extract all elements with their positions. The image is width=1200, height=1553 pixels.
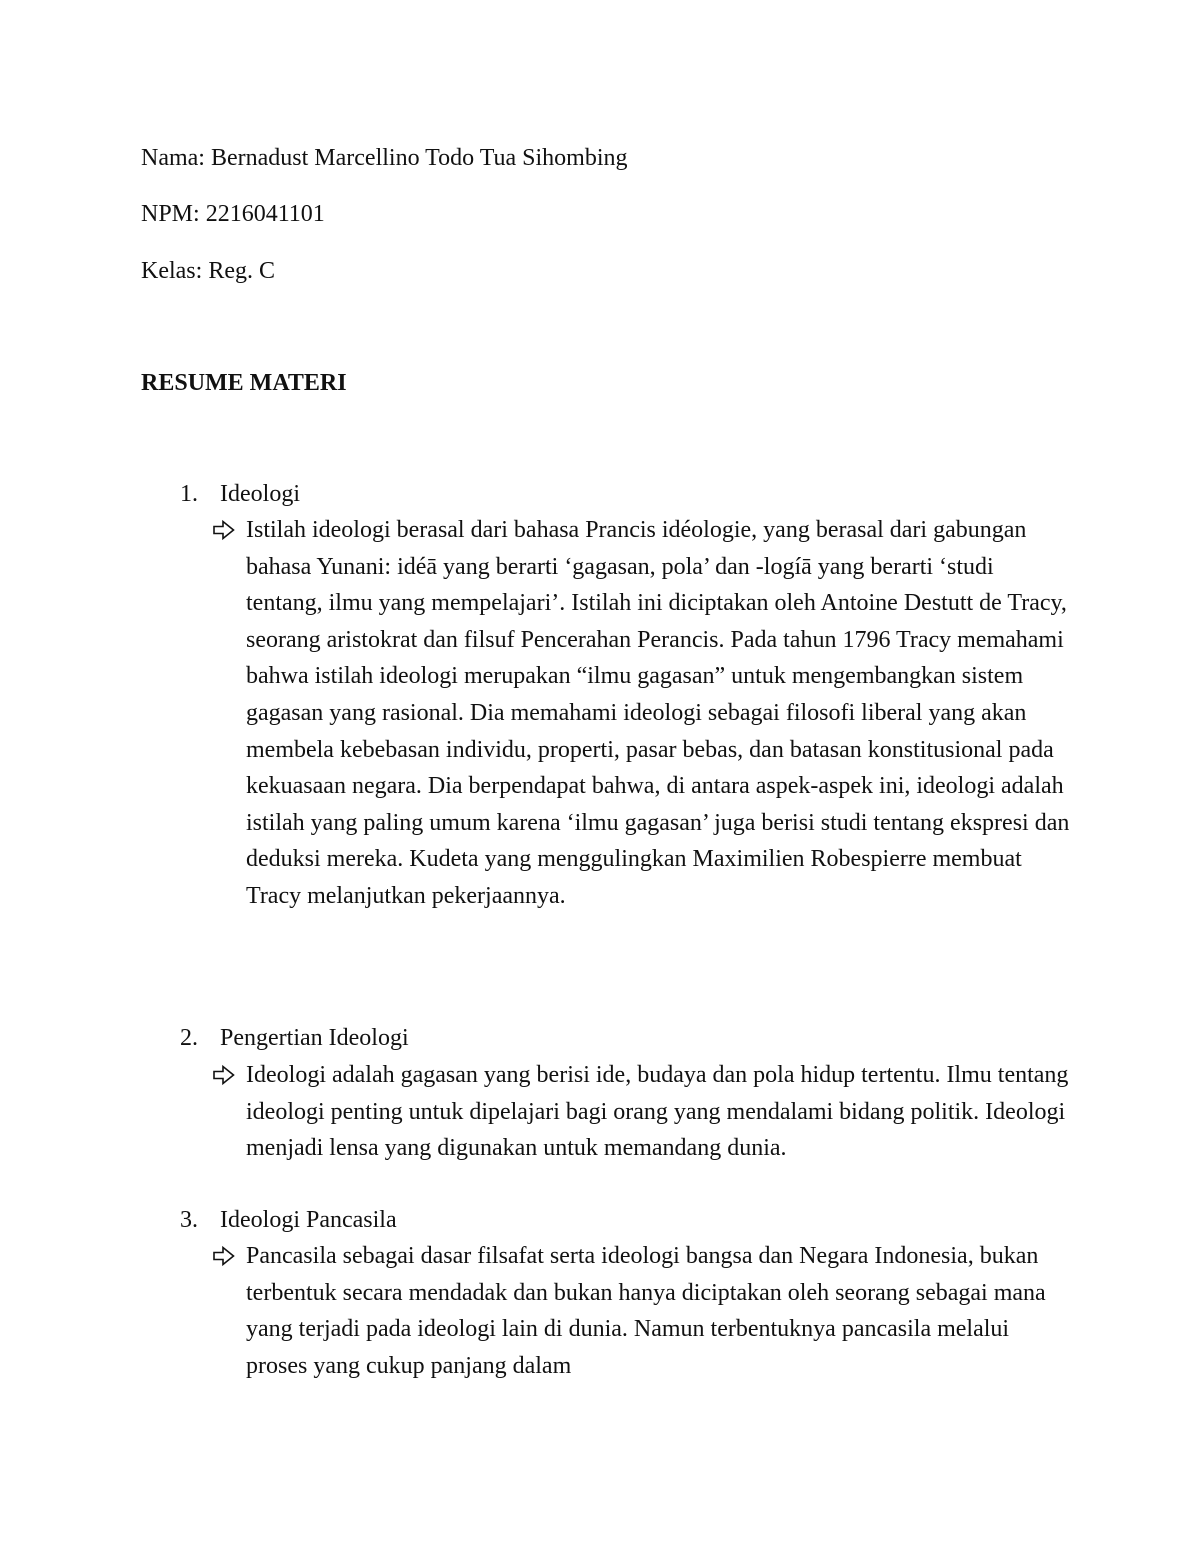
section-3-heading [180,1205,397,1235]
section-1-heading [180,479,300,509]
outline-arrow-right-icon [212,1244,236,1268]
section-3-paragraph: Pancasila sebagai dasar filsafat serta ideologi bangsa dan Negara Indonesia, bukan terbentuk secara mendadak dan bukan hanya diciptakan oleh seorang sebagai mana yang terjadi pada ideologi lain di dunia. Namun terbentuknya pancasila melalui proses yang cukup panjang dalam [246,1243,1046,1379]
outline-arrow-right-icon [212,518,236,542]
section-3-title: Ideologi Pancasila [220,1207,397,1233]
student-class: Kelas: Reg. C [141,258,275,284]
document-title: RESUME MATERI [141,370,347,396]
section-1-number: 1. [180,481,198,507]
section-2-number: 2. [180,1025,198,1051]
section-2-heading [180,1023,409,1053]
section-2-paragraph: Ideologi adalah gagasan yang berisi ide, budaya dan pola hidup tertentu. Ilmu tentang ideologi penting untuk dipelajari bagi orang yang mendalami bidang politik. Ideologi menjadi lensa yang digunakan untuk memandang dunia. [246,1062,1069,1162]
outline-arrow-right-icon [212,1063,236,1087]
student-npm: NPM: 2216041101 [141,201,325,227]
section-2-title: Pengertian Ideologi [220,1025,409,1051]
section-1-paragraph: Istilah ideologi berasal dari bahasa Prancis idéologie, yang berasal dari gabungan bahasa Yunani: idéā yang berarti ‘gagasan, pola’ dan -logíā yang berarti ‘studi tentang, ilmu yang mempelajari’. Istilah ini diciptakan oleh Antoine Destutt de Tracy, seorang aristokrat dan filsuf Pencerahan Perancis. Pada tahun 1796 Tracy memahami bahwa istilah ideologi merupakan “ilmu gagasan” untuk mengembangkan sistem gagasan yang rasional. Dia memahami ideologi sebagai filosofi liberal yang akan membela kebebasan individu, properti, pasar bebas, dan batasan konstitusional pada kekuasaan negara. Dia berpendapat bahwa, di antara aspek-aspek ini, ideologi adalah istilah yang paling umum karena ‘ilmu gagasan’ juga berisi studi tentang ekspresi dan deduksi mereka. Kudeta yang menggulingkan Maximilien Robespierre membuat Tracy melanjutkan pekerjaannya. [246,517,1070,909]
student-name: Nama: Bernadust Marcellino Todo Tua Sihombing [141,145,628,171]
section-3-number: 3. [180,1207,198,1233]
section-1-title: Ideologi [220,481,300,507]
